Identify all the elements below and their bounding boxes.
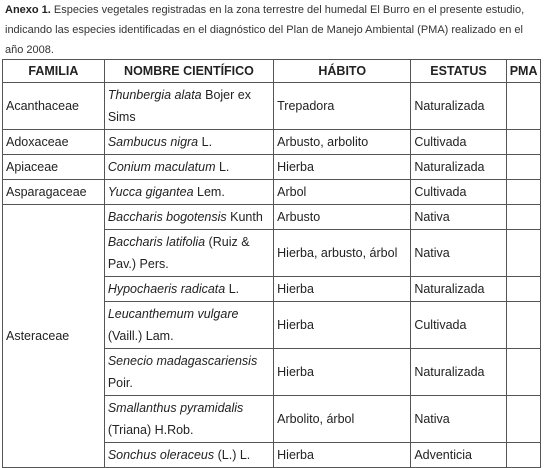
cell-scientific-name <box>104 230 273 277</box>
cell-status: Cultivada <box>411 302 506 349</box>
author: L. <box>215 160 230 174</box>
header-row <box>3 60 541 83</box>
genus-species: Smallanthus pyramidalis <box>107 401 244 415</box>
cell-pma <box>506 180 540 205</box>
genus-species: Conium maculatum <box>107 160 216 174</box>
table-row <box>3 83 541 130</box>
cell-habit: Hierba <box>274 443 411 468</box>
header-estatus: ESTATUS <box>411 60 506 83</box>
cell-scientific-name <box>104 277 273 302</box>
author: Lem. <box>193 185 225 199</box>
genus-species: Leucanthemum vulgare <box>107 307 239 321</box>
genus-species: Yucca gigantea <box>107 185 194 199</box>
cell-pma <box>506 130 540 155</box>
table-row <box>3 180 541 205</box>
cell-status: Cultivada <box>411 130 506 155</box>
cell-pma <box>506 396 540 443</box>
cell-scientific-name <box>104 83 273 130</box>
header-familia: FAMILIA <box>3 60 105 83</box>
author: (Vaill.) Lam. <box>107 329 174 343</box>
table-row <box>3 130 541 155</box>
caption-label: Anexo 1. <box>5 4 51 16</box>
genus-species: Baccharis latifolia <box>107 235 206 249</box>
header-pma: PMA <box>506 60 540 83</box>
author: Poir. <box>107 376 133 390</box>
author: (L.) L. <box>214 448 251 462</box>
genus-species: Baccharis bogotensis <box>107 210 227 224</box>
cell-pma <box>506 302 540 349</box>
author: (Ruiz & Pav.) Pers. <box>107 235 250 271</box>
cell-habit: Hierba <box>274 349 411 396</box>
author: (Triana) H.Rob. <box>107 423 194 437</box>
cell-pma <box>506 155 540 180</box>
cell-scientific-name <box>104 302 273 349</box>
cell-status: Nativa <box>411 205 506 230</box>
cell-pma <box>506 277 540 302</box>
author: L. <box>198 135 213 149</box>
cell-scientific-name <box>104 130 273 155</box>
species-table <box>2 59 541 468</box>
cell-habit: Hierba <box>274 277 411 302</box>
cell-scientific-name <box>104 180 273 205</box>
author: Kunth <box>226 210 263 224</box>
genus-species: Hypochaeris radicata <box>107 282 226 296</box>
cell-family: Asparagaceae <box>3 180 105 205</box>
author: L. <box>225 282 240 296</box>
cell-habit: Arbusto <box>274 205 411 230</box>
cell-pma <box>506 349 540 396</box>
cell-habit: Hierba, arbusto, árbol <box>274 230 411 277</box>
cell-status: Naturalizada <box>411 155 506 180</box>
cell-scientific-name <box>104 349 273 396</box>
genus-species: Sambucus nigra <box>107 135 199 149</box>
genus-species: Sonchus oleraceus <box>107 448 215 462</box>
cell-habit: Hierba <box>274 302 411 349</box>
cell-family: Apiaceae <box>3 155 105 180</box>
cell-pma <box>506 230 540 277</box>
cell-habit: Arbolito, árbol <box>274 396 411 443</box>
cell-scientific-name <box>104 396 273 443</box>
author: Bojer ex Sims <box>107 88 251 124</box>
cell-status: Naturalizada <box>411 349 506 396</box>
cell-family: Adoxaceae <box>3 130 105 155</box>
cell-scientific-name <box>104 443 273 468</box>
genus-species: Senecio madagascariensis <box>107 354 258 368</box>
cell-status: Naturalizada <box>411 277 506 302</box>
genus-species: Thunbergia alata <box>107 88 202 102</box>
cell-pma <box>506 83 540 130</box>
cell-habit: Hierba <box>274 155 411 180</box>
cell-status: Nativa <box>411 230 506 277</box>
table-row <box>3 155 541 180</box>
cell-family: Acanthaceae <box>3 83 105 130</box>
cell-status: Cultivada <box>411 180 506 205</box>
cell-status: Adventicia <box>411 443 506 468</box>
cell-pma <box>506 205 540 230</box>
cell-status: Naturalizada <box>411 83 506 130</box>
header-nombre-cientifico: NOMBRE CIENTÍFICO <box>104 60 273 83</box>
cell-habit: Arbusto, arbolito <box>274 130 411 155</box>
caption-text: Especies vegetales registradas en la zona terrestre del humedal El Burro en el presente estudio, indicando las especies identificadas en el diagnóstico del Plan de Manejo Ambiental (PMA) realizado en el año 2008. <box>5 4 525 56</box>
cell-habit: Arbol <box>274 180 411 205</box>
cell-status: Nativa <box>411 396 506 443</box>
cell-family: Asteraceae <box>3 205 105 468</box>
cell-habit: Trepadora <box>274 83 411 130</box>
table-row <box>3 205 541 230</box>
cell-scientific-name <box>104 205 273 230</box>
header-habito: HÁBITO <box>274 60 411 83</box>
cell-pma <box>506 443 540 468</box>
table-caption <box>5 0 525 60</box>
cell-scientific-name <box>104 155 273 180</box>
